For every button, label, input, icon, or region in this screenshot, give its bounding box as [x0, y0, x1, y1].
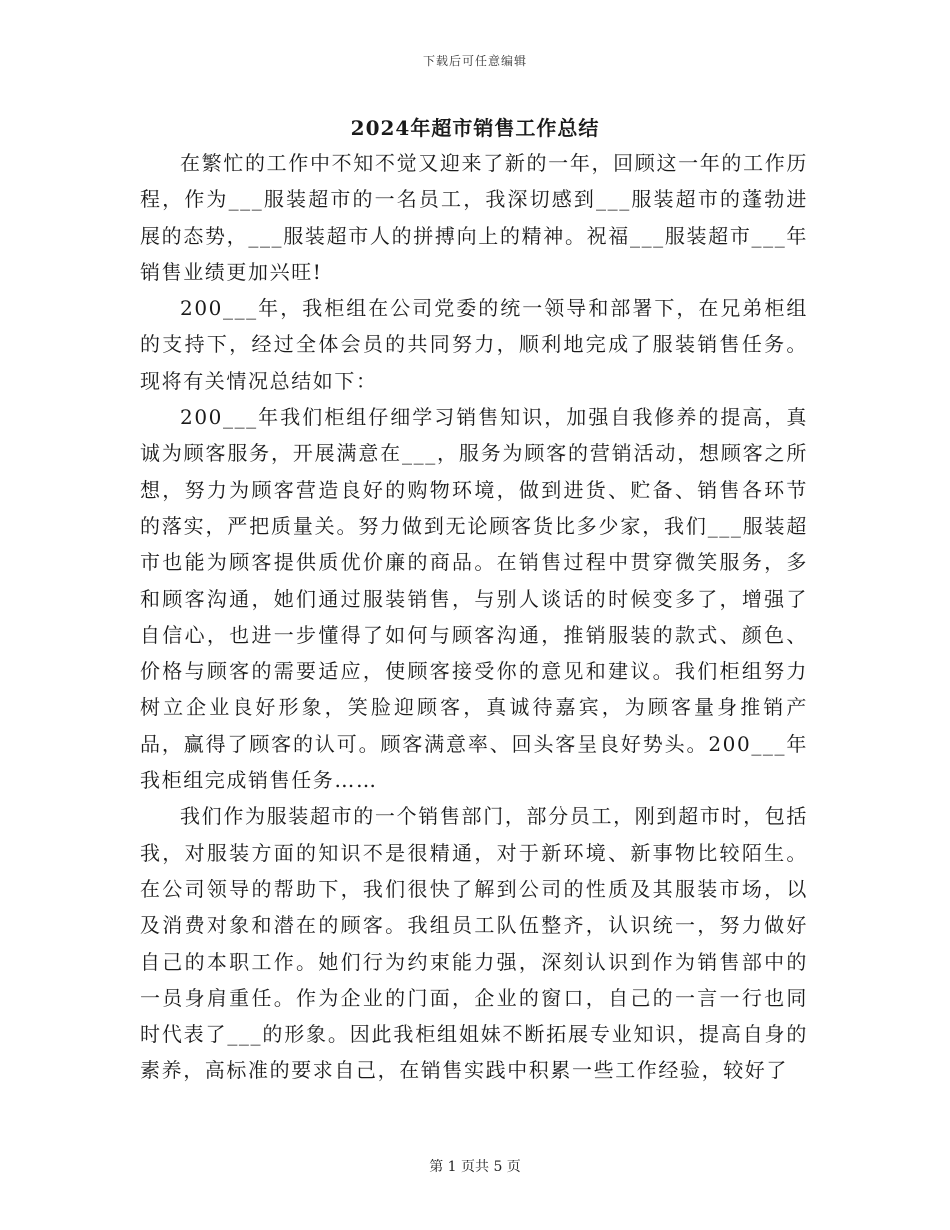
- document-title: 2024年超市销售工作总结: [350, 116, 600, 140]
- paragraph-2: 200___年，我柜组在公司党委的统一领导和部署下，在兄弟柜组的支持下，经过全体会员的共同努力，顺利地完成了服装销售任务。现将有关情况总结如下：: [140, 296, 808, 393]
- paragraph-3: 200___年我们柜组仔细学习销售知识，加强自我修养的提高，真诚为顾客服务，开展满意在___，服务为顾客的营销活动，想顾客之所想，努力为顾客营造良好的购物环境，做到进货、贮备、销售各环节的落实，严把质量关。努力做到无论顾客货比多少家，我们___服装超市也能为顾客提供质优价廉的商品。在销售过程中贯穿微笑服务，多和顾客沟通，她们通过服装销售，与别人谈话的时候变多了，增强了自信心，也进一步懂得了如何与顾客沟通，推销服装的款式、颜色、价格与顾客的需要适应，使顾客接受你的意见和建议。我们柜组努力树立企业良好形象，笑脸迎顾客，真诚待嘉宾，为顾客量身推销产品，赢得了顾客的认可。顾客满意率、回头客呈良好势头。200___年我柜组完成销售任务……: [140, 405, 808, 793]
- paragraph-4: 我们作为服装超市的一个销售部门，部分员工，刚到超市时，包括我，对服装方面的知识不是很精通，对于新环境、新事物比较陌生。在公司领导的帮助下，我们很快了解到公司的性质及其服装市场，以及消费对象和潜在的顾客。我组员工队伍整齐，认识统一，努力做好自己的本职工作。她们行为约束能力强，深刻认识到作为销售部中的一员身肩重任。作为企业的门面，企业的窗口，自己的一言一行也同时代表了___的形象。因此我柜组姐妹不断拓展专业知识，提高自身的素养，高标准的要求自己，在销售实践中积累一些工作经验，较好了: [140, 804, 808, 1083]
- page-header-note: 下载后可任意编辑: [422, 54, 527, 68]
- document-body: [140, 145, 808, 1089]
- page-number: 第 1 页共 5 页: [429, 1159, 521, 1175]
- paragraph-1: 在繁忙的工作中不知不觉又迎来了新的一年，回顾这一年的工作历程，作为___服装超市的一名员工，我深切感到___服装超市的蓬勃进展的态势，___服装超市人的拼搏向上的精神。祝福___服装超市___年销售业绩更加兴旺!: [140, 151, 808, 284]
